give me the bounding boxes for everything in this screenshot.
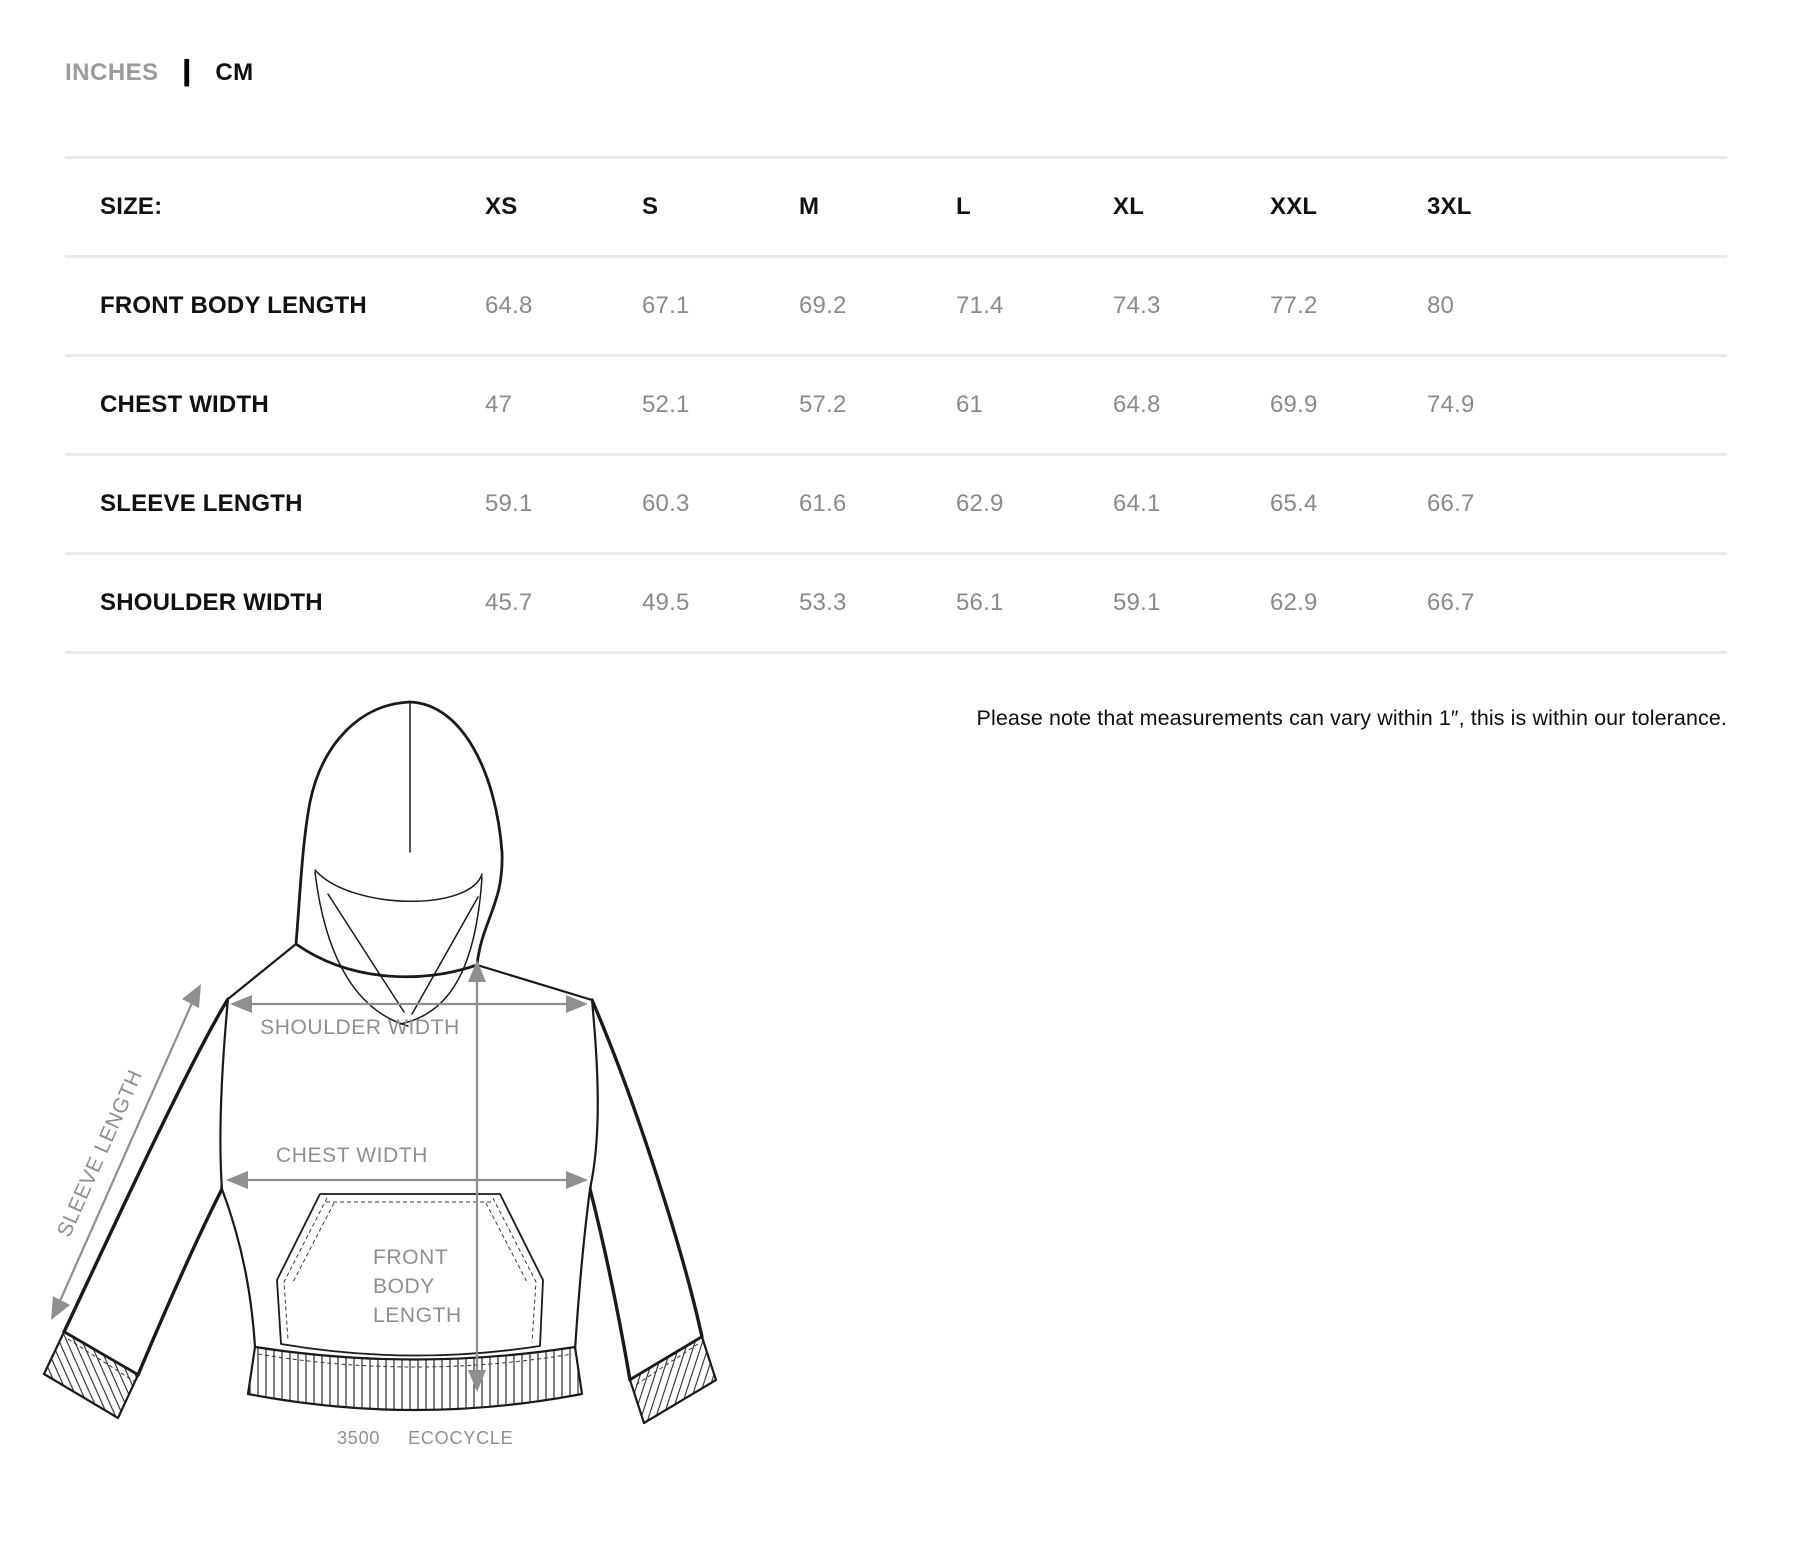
- row-label: SLEEVE LENGTH: [100, 490, 303, 517]
- front-body-length-label-line1: FRONT: [373, 1246, 449, 1269]
- table-row-shoulder-width: [65, 552, 1727, 654]
- size-header-xs: XS: [485, 193, 518, 220]
- cell-value: 77.2: [1270, 292, 1318, 319]
- cell-value: 52.1: [642, 391, 690, 418]
- size-header-m: M: [799, 193, 820, 220]
- cell-value: 64.1: [1113, 490, 1161, 517]
- cell-value: 74.3: [1113, 292, 1161, 319]
- unit-toggle: [65, 56, 254, 89]
- table-row-chest-width: [65, 354, 1727, 453]
- tolerance-note: Please note that measurements can vary within 1″, this is within our tolerance.: [976, 706, 1727, 730]
- cell-value: 74.9: [1427, 391, 1475, 418]
- cell-value: 69.2: [799, 292, 847, 319]
- cell-value: 59.1: [485, 490, 533, 517]
- style-number-and-name: [337, 1428, 514, 1448]
- row-label: SHOULDER WIDTH: [100, 589, 323, 616]
- front-body-length-label-line3: LENGTH: [373, 1304, 462, 1327]
- front-body-length-label-line2: BODY: [373, 1275, 435, 1298]
- unit-cm-option[interactable]: CM: [215, 58, 254, 86]
- cell-value: 47: [485, 391, 513, 418]
- cell-value: 69.9: [1270, 391, 1318, 418]
- sleeve-length-label: SLEEVE LENGTH: [52, 1066, 148, 1241]
- cell-value: 71.4: [956, 292, 1004, 319]
- size-header-3xl: 3XL: [1427, 193, 1472, 220]
- cell-value: 61: [956, 391, 984, 418]
- cell-value: 64.8: [485, 292, 533, 319]
- unit-inches-option[interactable]: INCHES: [65, 58, 159, 86]
- cell-value: 56.1: [956, 589, 1004, 616]
- cell-value: 67.1: [642, 292, 690, 319]
- cell-value: 60.3: [642, 490, 690, 517]
- table-row-front-body-length: [65, 255, 1727, 354]
- cell-value: 53.3: [799, 589, 847, 616]
- size-header-s: S: [642, 193, 659, 220]
- hoodie-measurement-diagram: [30, 682, 720, 1472]
- cell-value: 62.9: [1270, 589, 1318, 616]
- hoodie-sketch: [30, 682, 720, 1472]
- size-header-xxl: XXL: [1270, 193, 1318, 220]
- cell-value: 66.7: [1427, 490, 1475, 517]
- row-label: FRONT BODY LENGTH: [100, 292, 367, 319]
- cell-value: 61.6: [799, 490, 847, 517]
- unit-separator: |: [182, 55, 192, 87]
- table-row-sleeve-length: [65, 453, 1727, 552]
- cell-value: 62.9: [956, 490, 1004, 517]
- size-column-label: SIZE:: [100, 193, 163, 220]
- shoulder-width-label: SHOULDER WIDTH: [260, 1016, 460, 1039]
- cell-value: 49.5: [642, 589, 690, 616]
- size-header-xl: XL: [1113, 193, 1145, 220]
- chest-width-label: CHEST WIDTH: [275, 1144, 429, 1167]
- style-number: 3500: [337, 1428, 381, 1448]
- cell-value: 66.7: [1427, 589, 1475, 616]
- style-name: ECOCYCLE: [408, 1428, 514, 1448]
- cell-value: 57.2: [799, 391, 847, 418]
- size-chart-header-row: [65, 156, 1727, 255]
- cell-value: 65.4: [1270, 490, 1318, 517]
- cell-value: 80: [1427, 292, 1455, 319]
- size-chart-table: [65, 156, 1727, 654]
- size-header-l: L: [956, 193, 971, 220]
- cell-value: 59.1: [1113, 589, 1161, 616]
- right-sleeve: [590, 1000, 702, 1380]
- cell-value: 45.7: [485, 589, 533, 616]
- hood: [296, 702, 502, 977]
- cell-value: 64.8: [1113, 391, 1161, 418]
- row-label: CHEST WIDTH: [100, 391, 269, 418]
